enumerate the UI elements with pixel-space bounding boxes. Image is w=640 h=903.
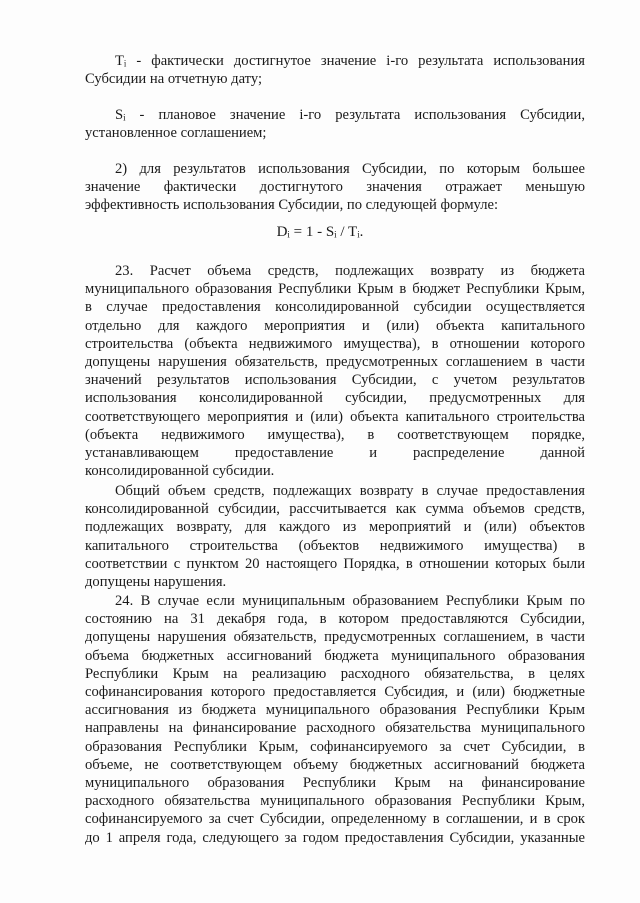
text-line: направлены на финансирование расходного обязательства муниципального	[85, 720, 585, 737]
text-line: Tᵢ - фактически достигнутое значение і-го результата использования	[115, 53, 585, 69]
paragraph-item-24	[85, 592, 585, 847]
text-line: состоянию на 31 декабря года, в котором предоставляются Субсидии,	[85, 611, 585, 628]
text-line: соответствии с пунктом 20 настоящего Порядка, в отношении которых были	[85, 555, 585, 572]
text-line: до 1 апреля года, следующего за годом предоставления Субсидии, указанные	[85, 829, 585, 846]
text-line: использования консолидированной субсидии, предусмотренных для	[85, 390, 585, 407]
text-line: подлежащих возврату, для каждого из мероприятий и (или) объектов	[85, 519, 585, 536]
text-line: расходного обязательства муниципального образования Республики Крым,	[85, 793, 585, 810]
text-line: соответствующего мероприятия и (или) объекта капитального строительства	[85, 408, 585, 425]
paragraph-item-2	[85, 160, 585, 215]
text-line: капитального строительства (объектов недвижимого имущества) в	[85, 537, 585, 554]
text-line: Sᵢ - плановое значение і-го результата использования Субсидии,	[115, 107, 585, 123]
text-line: муниципального образования Республики Крым на финансирование	[85, 775, 585, 792]
text-line: значение фактически достигнутого значения отражает меньшую	[85, 179, 585, 196]
text-line: Субсидии на отчетную дату;	[85, 71, 263, 88]
text-line: Общий объем средств, подлежащих возврату в случае предоставления	[115, 483, 585, 499]
text-line: образования Республики Крым, софинансируемого за счет Субсидии, в	[85, 738, 585, 755]
text-line: объеме, не соответствующем объему бюджетных ассигнований бюджета	[85, 756, 585, 773]
paragraph-ti-definition	[85, 52, 585, 88]
text-line: софинансируемого за счет Субсидии, определенному в соглашении, и в срок	[85, 811, 585, 828]
text-line: устанавливающем предоставление и распределение данной	[85, 445, 585, 462]
paragraph-item-23-total	[85, 482, 585, 591]
text-line: (объекта недвижимого имущества), в соответствующем порядке,	[85, 426, 585, 443]
text-line: строительства (объекта недвижимого имущества), в отношении которого	[85, 335, 585, 352]
text-line: в случае предоставления консолидированной субсидии осуществляется	[85, 299, 585, 316]
text-line: софинансирования которого предоставляется Субсидия, и (или) бюджетные	[85, 684, 585, 701]
paragraph-item-23	[85, 262, 585, 480]
text-line: консолидированной субсидии, рассчитывается как сумма объемов средств,	[85, 501, 585, 518]
text-line: отдельно для каждого мероприятия и (или) объекта капитального	[85, 317, 585, 334]
text-line: допущены нарушения.	[85, 574, 227, 591]
text-line: муниципального образования Республики Крым в бюджет Республики Крым,	[85, 281, 585, 298]
text-line: допущены нарушения обязательств, предусмотренных соглашением, в части	[85, 629, 585, 646]
text-line: 23. Расчет объема средств, подлежащих возврату из бюджета	[115, 263, 585, 279]
text-line: 24. В случае если муниципальным образованием Республики Крым по	[115, 593, 585, 609]
text-line: консолидированной субсидии.	[85, 463, 275, 480]
text-line: 2) для результатов использования Субсидии, по которым большее	[115, 161, 585, 177]
text-line: допущены нарушения обязательств, предусмотренных соглашением в части	[85, 354, 585, 371]
text-line: ассигнования из бюджета муниципального образования Республики Крым	[85, 702, 585, 719]
text-line: Республики Крым на реализацию расходного обязательства, в целях	[85, 665, 585, 682]
formula: Dᵢ = 1 - Sᵢ / Tᵢ.	[276, 224, 364, 240]
text-line: значений результатов использования Субсидии, с учетом результатов	[85, 372, 585, 389]
text-line: объема бюджетных ассигнований бюджета муниципального образования	[85, 647, 585, 664]
text-line: установленное соглашением;	[85, 125, 267, 142]
paragraph-si-definition	[85, 106, 585, 142]
text-line: эффективность использования Субсидии, по следующей формуле:	[85, 197, 499, 214]
